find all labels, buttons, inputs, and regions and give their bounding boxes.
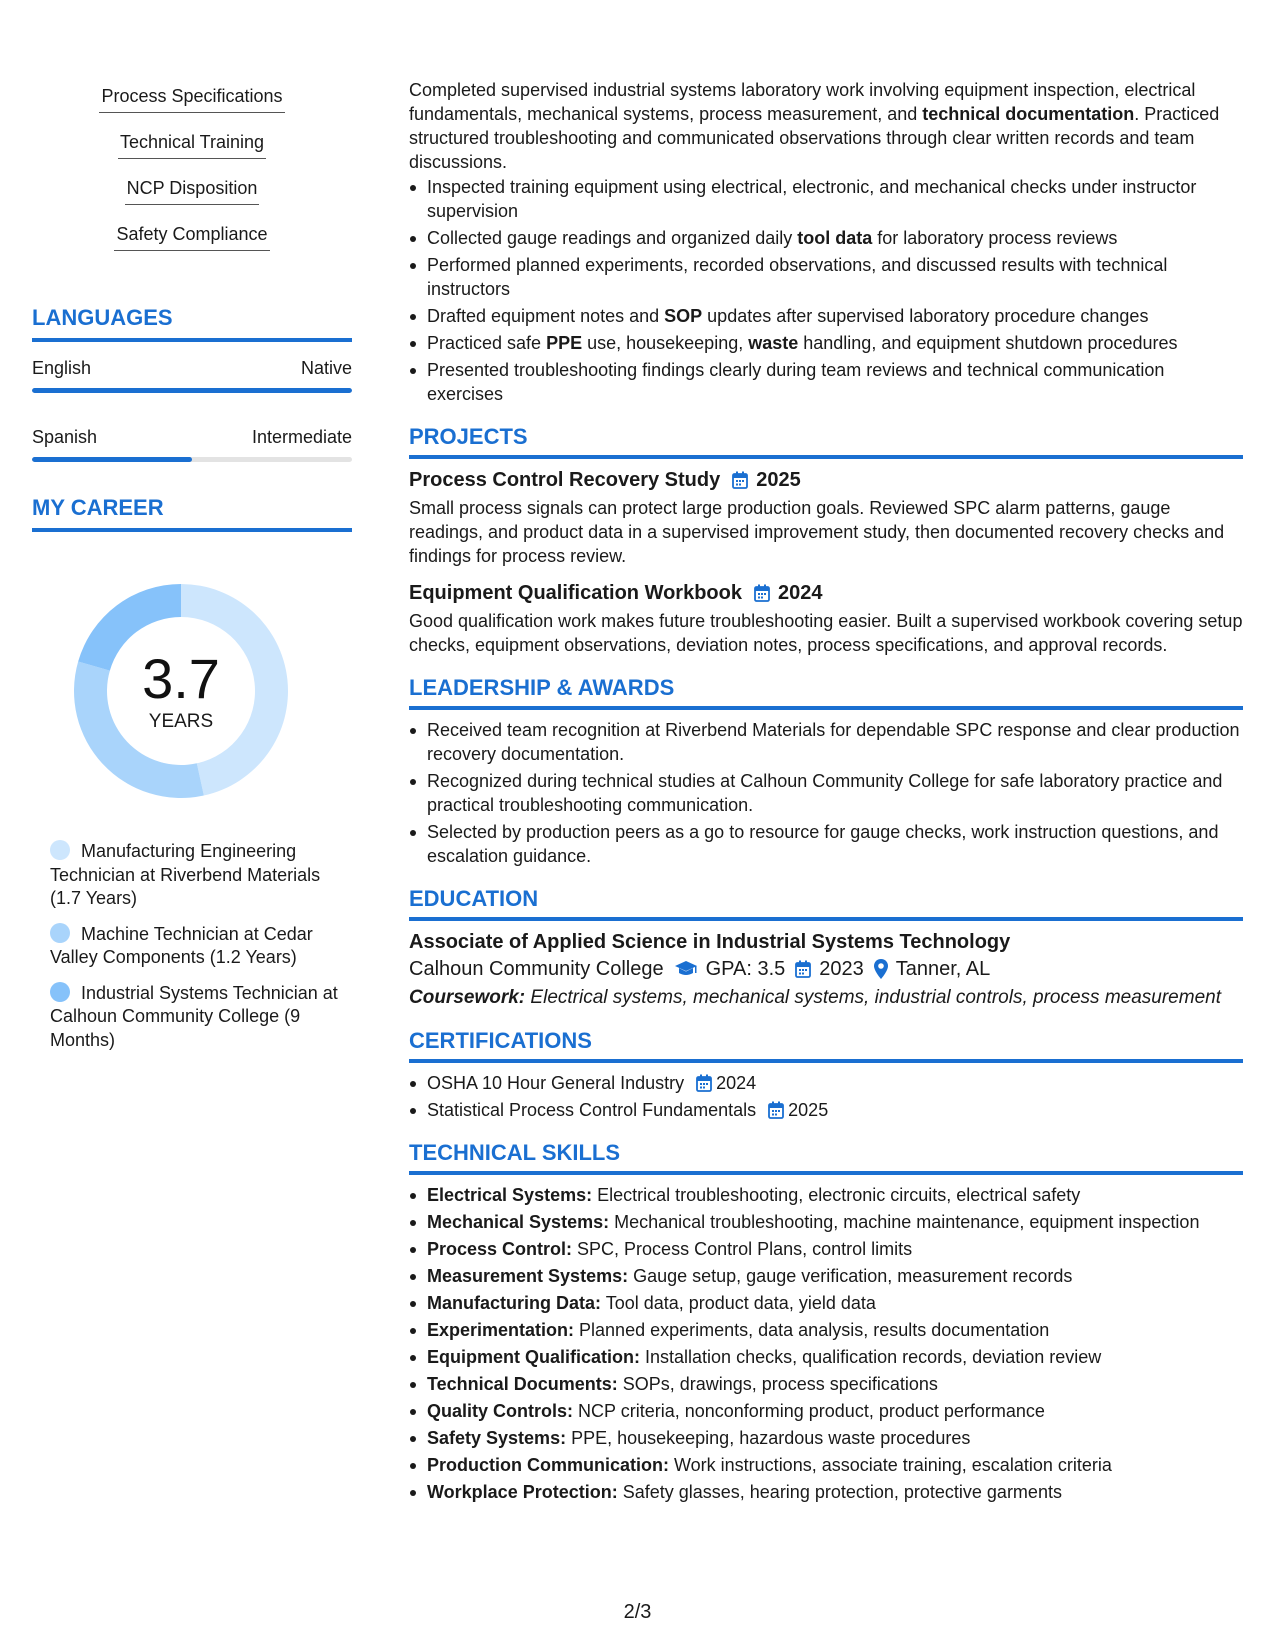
leadership-title: LEADERSHIP & AWARDS [409, 674, 1243, 710]
list-item [409, 1426, 1243, 1450]
experience-summary [409, 78, 1243, 174]
skill-value: Mechanical troubleshooting, machine maintenance, equipment inspection [609, 1212, 1200, 1232]
skill-label: Measurement Systems: [427, 1266, 629, 1286]
languages-title: LANGUAGES [32, 304, 352, 342]
list-item [409, 1399, 1243, 1423]
skill-tags [32, 84, 352, 268]
bullet-bold: waste [748, 333, 799, 353]
list-item [409, 1183, 1243, 1207]
education-details [409, 955, 1243, 983]
school-location: Tanner, AL [895, 958, 991, 980]
career-text: Machine Technician at Cedar Valley Components (1.2 Years) [50, 923, 313, 967]
language-item [32, 425, 352, 462]
leadership-section [409, 674, 1243, 868]
list-item: Received team recognition at Riverbend Materials for dependable SPC response and clear production recovery documentation. [409, 718, 1243, 766]
list-item [409, 1345, 1243, 1369]
calendar-icon [754, 584, 770, 602]
list-item [409, 1291, 1243, 1315]
skill-label: Safety Systems: [427, 1428, 567, 1448]
school-name: Calhoun Community College [409, 958, 664, 980]
summary-text: . Practiced structured troubleshooting and communicated observations through clear written records and team discussions. [409, 104, 1220, 172]
language-item [32, 356, 352, 393]
language-bar [32, 388, 352, 393]
graduation-cap-icon [674, 960, 698, 978]
language-level: Native [300, 358, 352, 378]
career-legend-item [50, 923, 352, 970]
project-desc: Good qualification work makes future troubleshooting easier. Built a supervised workbook covering setup checks, equipment observations, deviation notes, process specifications, and approval records. [409, 611, 1243, 655]
list-item: Recognized during technical studies at Calhoun Community College for safe laboratory practice and practical troubleshooting communication. [409, 769, 1243, 817]
certifications-section [409, 1027, 1243, 1122]
skill-value: Planned experiments, data analysis, results documentation [574, 1320, 1050, 1340]
career-title: MY CAREER [32, 494, 352, 532]
coursework-text: Electrical systems, mechanical systems, industrial controls, process measurement [525, 987, 1221, 1008]
skill-tag: Process Specifications [99, 84, 284, 113]
skill-value: NCP criteria, nonconforming product, product performance [573, 1401, 1045, 1421]
skill-tag: Technical Training [118, 130, 266, 159]
technical-skills-title: TECHNICAL SKILLS [409, 1139, 1243, 1175]
cert-year: 2025 [788, 1100, 829, 1120]
projects-section [409, 423, 1243, 657]
legend-dot [50, 840, 70, 860]
list-item [409, 358, 1243, 406]
career-section [32, 494, 352, 1052]
language-level: Intermediate [251, 427, 352, 447]
bullet-text: Practiced safe [427, 333, 547, 353]
summary-bold: technical documentation [922, 104, 1135, 124]
location-pin-icon [874, 959, 888, 979]
education-title: EDUCATION [409, 885, 1243, 921]
calendar-icon [768, 1101, 784, 1119]
skill-label: Experimentation: [427, 1320, 575, 1340]
language-name: Spanish [32, 427, 98, 447]
bullet-text: Drafted equipment notes and [427, 306, 665, 326]
language-name: English [32, 358, 92, 378]
career-text: Manufacturing Engineering Technician at Riverbend Materials (1.7 Years) [50, 841, 321, 908]
skill-value: Installation checks, qualification records, deviation review [640, 1347, 1102, 1367]
list-item [409, 1480, 1243, 1504]
skill-value: SPC, Process Control Plans, control limits [572, 1239, 913, 1259]
language-bar [32, 457, 352, 462]
gpa: GPA: 3.5 [705, 958, 786, 980]
bullet-text: Inspected training equipment using electrical, electronic, and mechanical checks under instructor supervision [427, 177, 1197, 221]
right-column [409, 78, 1243, 1507]
career-text: Industrial Systems Technician at Calhoun Community College (9 Months) [50, 982, 338, 1050]
project-name: Process Control Recovery Study [409, 469, 721, 491]
bullet-text: handling, and equipment shutdown procedures [798, 333, 1178, 353]
skill-label: Equipment Qualification: [427, 1347, 641, 1367]
list-item [409, 1264, 1243, 1288]
technical-skills-list [409, 1183, 1243, 1504]
list-item [409, 1098, 1243, 1122]
coursework-label: Coursework: [409, 987, 526, 1008]
career-legend-item [50, 982, 352, 1053]
skill-label: Process Control: [427, 1239, 573, 1259]
cert-name: Statistical Process Control Fundamentals [427, 1100, 757, 1120]
skill-label: Electrical Systems: [427, 1185, 593, 1205]
list-item [409, 1071, 1243, 1095]
skill-tag: NCP Disposition [125, 176, 260, 205]
certifications-title: CERTIFICATIONS [409, 1027, 1243, 1063]
project-desc: Small process signals can protect large production goals. Reviewed SPC alarm patterns, gauge readings, and product data in a supervised improvement study, then documented recovery checks and findings for process review. [409, 498, 1225, 566]
list-item [409, 304, 1243, 328]
bullet-text: updates after supervised laboratory procedure changes [702, 306, 1149, 326]
skill-value: Work instructions, associate training, escalation criteria [669, 1455, 1112, 1475]
calendar-icon [732, 471, 748, 489]
list-item [409, 1372, 1243, 1396]
skill-label: Manufacturing Data: [427, 1293, 602, 1313]
experience-bullets [409, 175, 1243, 406]
career-legend-item [50, 840, 352, 911]
project-name: Equipment Qualification Workbook [409, 582, 742, 604]
list-item: Selected by production peers as a go to resource for gauge checks, work instruction questions, and escalation guidance. [409, 820, 1243, 868]
projects-title: PROJECTS [409, 423, 1243, 459]
education-section [409, 885, 1243, 1010]
legend-dot [50, 982, 70, 1002]
list-item [409, 331, 1243, 355]
project-item [409, 580, 1243, 657]
skill-value: PPE, housekeeping, hazardous waste procedures [566, 1428, 971, 1448]
bullet-bold: tool data [797, 228, 873, 248]
degree-title: Associate of Applied Science in Industrial Systems Technology [409, 931, 1011, 953]
bullet-text: Presented troubleshooting findings clearly during team reviews and technical communication exercises [427, 360, 1165, 404]
cert-name: OSHA 10 Hour General Industry [427, 1073, 685, 1093]
page-number: 2/3 [623, 1601, 652, 1623]
coursework [409, 986, 1243, 1010]
skill-value: Gauge setup, gauge verification, measurement records [628, 1266, 1073, 1286]
skill-label: Technical Documents: [427, 1374, 618, 1394]
bullet-text: for laboratory process reviews [872, 228, 1118, 248]
graduation-year: 2023 [819, 958, 864, 980]
career-legend [32, 840, 352, 1052]
certifications-list [409, 1071, 1243, 1122]
list-item [409, 1237, 1243, 1261]
skill-value: Safety glasses, hearing protection, protective garments [617, 1482, 1062, 1502]
cert-year: 2024 [716, 1073, 757, 1093]
skill-value: SOPs, drawings, process specifications [617, 1374, 938, 1394]
left-column [32, 84, 352, 1064]
project-year: 2025 [756, 469, 801, 491]
list-item [409, 175, 1243, 223]
career-unit: YEARS [148, 711, 214, 732]
list-item [409, 253, 1243, 301]
skill-label: Mechanical Systems: [427, 1212, 610, 1232]
list-item [409, 226, 1243, 250]
skill-tag: Safety Compliance [114, 222, 269, 251]
skill-label: Workplace Protection: [427, 1482, 618, 1502]
bullet-text: use, housekeeping, [582, 333, 749, 353]
project-year: 2024 [777, 582, 823, 604]
list-item [409, 1318, 1243, 1342]
skill-label: Quality Controls: [427, 1401, 574, 1421]
career-donut [66, 576, 296, 806]
languages-section [32, 304, 352, 462]
bullet-text: Performed planned experiments, recorded observations, and discussed results with technical instructors [427, 255, 1168, 299]
career-total: 3.7 [142, 647, 220, 710]
skill-label: Production Communication: [427, 1455, 669, 1475]
bullet-bold: SOP [664, 306, 703, 326]
summary-text: Completed supervised industrial systems laboratory work involving equipment inspection, electrical fundamentals, mechanical systems, process measurement, and [409, 80, 1196, 124]
calendar-icon [696, 1074, 712, 1092]
calendar-icon [795, 960, 811, 978]
technical-skills-section [409, 1139, 1243, 1504]
skill-value: Tool data, product data, yield data [601, 1293, 876, 1313]
language-bar-fill [32, 457, 192, 462]
list-item [409, 1453, 1243, 1477]
list-item [409, 1210, 1243, 1234]
leadership-list [409, 718, 1243, 868]
skill-value: Electrical troubleshooting, electronic circuits, electrical safety [592, 1185, 1081, 1205]
project-item [409, 467, 1243, 568]
bullet-text: Collected gauge readings and organized daily [427, 228, 798, 248]
legend-dot [50, 923, 70, 943]
bullet-bold: PPE [546, 333, 583, 353]
language-bar-fill [32, 388, 352, 393]
